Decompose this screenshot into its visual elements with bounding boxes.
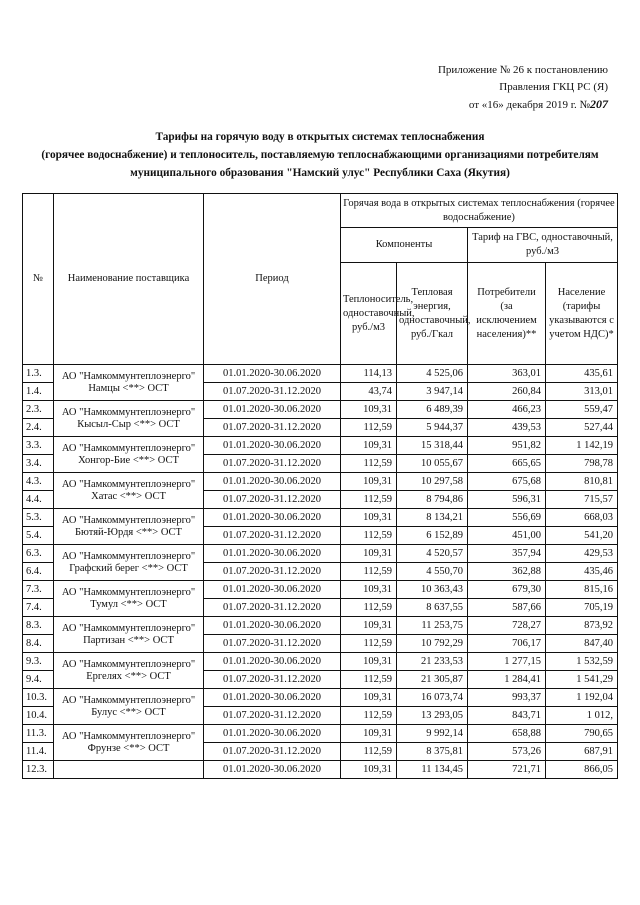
consumers-cell: 843,71 <box>468 707 546 725</box>
table-row <box>23 653 618 671</box>
coolant-cell: 112,59 <box>341 635 397 653</box>
period-cell: 01.01.2020-30.06.2020 <box>204 617 341 635</box>
heat-energy-cell: 6 489,39 <box>397 401 468 419</box>
consumers-cell: 665,65 <box>468 455 546 473</box>
header-num: № <box>23 194 54 365</box>
heat-energy-cell: 21 233,53 <box>397 653 468 671</box>
header-line-1: Приложение № 26 к постановлению <box>437 64 608 76</box>
population-cell: 873,92 <box>546 617 618 635</box>
population-cell: 790,65 <box>546 725 618 743</box>
population-cell: 435,46 <box>546 563 618 581</box>
header-date: от «16» декабря 2019 г. № <box>468 99 590 111</box>
period-cell: 01.01.2020-30.06.2020 <box>204 725 341 743</box>
table-row <box>23 545 618 563</box>
consumers-cell: 260,84 <box>468 383 546 401</box>
period-cell: 01.01.2020-30.06.2020 <box>204 581 341 599</box>
population-cell: 866,05 <box>546 761 618 779</box>
table-row <box>23 617 618 635</box>
heat-energy-cell: 21 305,87 <box>397 671 468 689</box>
header-tariff: Тариф на ГВС, одноставочный, руб./м3 <box>468 228 618 263</box>
population-cell: 541,20 <box>546 527 618 545</box>
consumers-cell: 451,00 <box>468 527 546 545</box>
heat-energy-cell: 10 363,43 <box>397 581 468 599</box>
coolant-cell: 114,13 <box>341 365 397 383</box>
row-number: 6.4. <box>23 563 54 581</box>
consumers-cell: 596,31 <box>468 491 546 509</box>
heat-energy-cell: 13 293,05 <box>397 707 468 725</box>
period-cell: 01.07.2020-31.12.2020 <box>204 707 341 725</box>
supplier-name: АО "Намкоммунтеплоэнерго" Кысыл-Сыр <**> ОСТ <box>54 401 204 437</box>
header-supplier: Наименование поставщика <box>54 194 204 365</box>
period-cell: 01.01.2020-30.06.2020 <box>204 473 341 491</box>
title-line-2: (горячее водоснабжение) и теплоноситель, поставляемую теплоснабжающими организациями потребителям <box>41 149 599 161</box>
table-body <box>23 365 618 779</box>
consumers-cell: 721,71 <box>468 761 546 779</box>
period-cell: 01.01.2020-30.06.2020 <box>204 509 341 527</box>
period-cell: 01.01.2020-30.06.2020 <box>204 545 341 563</box>
period-cell: 01.01.2020-30.06.2020 <box>204 437 341 455</box>
row-number: 4.3. <box>23 473 54 491</box>
header-period: Период <box>204 194 341 365</box>
consumers-cell: 362,88 <box>468 563 546 581</box>
population-cell: 429,53 <box>546 545 618 563</box>
consumers-cell: 363,01 <box>468 365 546 383</box>
supplier-name: АО "Намкоммунтеплоэнерго" Хонгор-Бие <**> ОСТ <box>54 437 204 473</box>
consumers-cell: 439,53 <box>468 419 546 437</box>
coolant-cell: 109,31 <box>341 545 397 563</box>
title-line-3: муниципального образования "Намский улус" Республики Саха (Якутия) <box>130 167 510 179</box>
row-number: 10.3. <box>23 689 54 707</box>
row-number: 9.3. <box>23 653 54 671</box>
period-cell: 01.07.2020-31.12.2020 <box>204 491 341 509</box>
heat-energy-cell: 8 375,81 <box>397 743 468 761</box>
supplier-name: АО "Намкоммунтеплоэнерго" Партизан <**> ОСТ <box>54 617 204 653</box>
handwritten-number: 207 <box>590 97 608 111</box>
document-title <box>20 128 620 182</box>
period-cell: 01.07.2020-31.12.2020 <box>204 383 341 401</box>
supplier-name: АО "Намкоммунтеплоэнерго" Ергелях <**> ОСТ <box>54 653 204 689</box>
supplier-name: АО "Намкоммунтеплоэнерго" Намцы <**> ОСТ <box>54 365 204 401</box>
period-cell: 01.07.2020-31.12.2020 <box>204 527 341 545</box>
tariff-table <box>22 193 618 779</box>
coolant-cell: 112,59 <box>341 671 397 689</box>
period-cell: 01.07.2020-31.12.2020 <box>204 743 341 761</box>
consumers-cell: 1 277,15 <box>468 653 546 671</box>
row-number: 12.3. <box>23 761 54 779</box>
consumers-cell: 951,82 <box>468 437 546 455</box>
coolant-cell: 43,74 <box>341 383 397 401</box>
period-cell: 01.01.2020-30.06.2020 <box>204 365 341 383</box>
header-coolant: Теплоноситель, одноставочный, руб./м3 <box>341 263 397 365</box>
consumers-cell: 993,37 <box>468 689 546 707</box>
supplier-name: АО "Намкоммунтеплоэнерго" Графский берег <**> ОСТ <box>54 545 204 581</box>
population-cell: 705,19 <box>546 599 618 617</box>
row-number: 11.3. <box>23 725 54 743</box>
coolant-cell: 112,59 <box>341 455 397 473</box>
coolant-cell: 109,31 <box>341 437 397 455</box>
period-cell: 01.07.2020-31.12.2020 <box>204 671 341 689</box>
consumers-cell: 658,88 <box>468 725 546 743</box>
row-number: 7.3. <box>23 581 54 599</box>
row-number: 4.4. <box>23 491 54 509</box>
period-cell: 01.01.2020-30.06.2020 <box>204 761 341 779</box>
supplier-name <box>54 761 204 779</box>
header-line-3 <box>438 96 608 114</box>
header-hot-water-group: Горячая вода в открытых системах теплоснабжения (горячее водоснабжение) <box>341 194 618 228</box>
period-cell: 01.01.2020-30.06.2020 <box>204 689 341 707</box>
consumers-cell: 357,94 <box>468 545 546 563</box>
period-cell: 01.07.2020-31.12.2020 <box>204 635 341 653</box>
period-cell: 01.01.2020-30.06.2020 <box>204 653 341 671</box>
population-cell: 527,44 <box>546 419 618 437</box>
period-cell: 01.07.2020-31.12.2020 <box>204 563 341 581</box>
coolant-cell: 112,59 <box>341 563 397 581</box>
heat-energy-cell: 16 073,74 <box>397 689 468 707</box>
coolant-cell: 112,59 <box>341 419 397 437</box>
header-components: Компоненты <box>341 228 468 263</box>
coolant-cell: 109,31 <box>341 617 397 635</box>
consumers-cell: 675,68 <box>468 473 546 491</box>
header-line-2: Правления ГКЦ РС (Я) <box>499 81 608 93</box>
consumers-cell: 1 284,41 <box>468 671 546 689</box>
header-heat-energy: Тепловая энергия, одноставочный, руб./Гкал <box>397 263 468 365</box>
population-cell: 1 142,19 <box>546 437 618 455</box>
title-line-1: Тарифы на горячую воду в открытых системах теплоснабжения <box>155 131 485 143</box>
population-cell: 798,78 <box>546 455 618 473</box>
heat-energy-cell: 4 550,70 <box>397 563 468 581</box>
table-row <box>23 581 618 599</box>
document-header <box>438 62 608 114</box>
population-cell: 815,16 <box>546 581 618 599</box>
coolant-cell: 109,31 <box>341 725 397 743</box>
coolant-cell: 109,31 <box>341 509 397 527</box>
row-number: 9.4. <box>23 671 54 689</box>
row-number: 1.4. <box>23 383 54 401</box>
coolant-cell: 112,59 <box>341 491 397 509</box>
consumers-cell: 706,17 <box>468 635 546 653</box>
row-number: 2.4. <box>23 419 54 437</box>
consumers-cell: 573,26 <box>468 743 546 761</box>
coolant-cell: 109,31 <box>341 653 397 671</box>
supplier-name: АО "Намкоммунтеплоэнерго" Бютяй-Юрдя <**> ОСТ <box>54 509 204 545</box>
heat-energy-cell: 10 297,58 <box>397 473 468 491</box>
row-number: 6.3. <box>23 545 54 563</box>
period-cell: 01.07.2020-31.12.2020 <box>204 419 341 437</box>
coolant-cell: 109,31 <box>341 761 397 779</box>
row-number: 11.4. <box>23 743 54 761</box>
table-row <box>23 761 618 779</box>
population-cell: 715,57 <box>546 491 618 509</box>
heat-energy-cell: 10 055,67 <box>397 455 468 473</box>
consumers-cell: 679,30 <box>468 581 546 599</box>
heat-energy-cell: 9 992,14 <box>397 725 468 743</box>
table-row <box>23 401 618 419</box>
row-number: 5.3. <box>23 509 54 527</box>
population-cell: 687,91 <box>546 743 618 761</box>
population-cell: 559,47 <box>546 401 618 419</box>
population-cell: 810,81 <box>546 473 618 491</box>
heat-energy-cell: 3 947,14 <box>397 383 468 401</box>
coolant-cell: 109,31 <box>341 581 397 599</box>
table-row <box>23 365 618 383</box>
coolant-cell: 109,31 <box>341 473 397 491</box>
heat-energy-cell: 4 525,06 <box>397 365 468 383</box>
period-cell: 01.07.2020-31.12.2020 <box>204 599 341 617</box>
consumers-cell: 556,69 <box>468 509 546 527</box>
coolant-cell: 112,59 <box>341 707 397 725</box>
coolant-cell: 112,59 <box>341 743 397 761</box>
heat-energy-cell: 6 152,89 <box>397 527 468 545</box>
table-row <box>23 725 618 743</box>
population-cell: 1 541,29 <box>546 671 618 689</box>
heat-energy-cell: 15 318,44 <box>397 437 468 455</box>
heat-energy-cell: 5 944,37 <box>397 419 468 437</box>
header-consumers: Потребители (за исключением населения)** <box>468 263 546 365</box>
heat-energy-cell: 8 794,86 <box>397 491 468 509</box>
heat-energy-cell: 11 134,45 <box>397 761 468 779</box>
header-population: Население (тарифы указываются с учетом НДС)* <box>546 263 618 365</box>
row-number: 3.4. <box>23 455 54 473</box>
table-row <box>23 509 618 527</box>
row-number: 2.3. <box>23 401 54 419</box>
table-row <box>23 437 618 455</box>
supplier-name: АО "Намкоммунтеплоэнерго" Фрунзе <**> ОСТ <box>54 725 204 761</box>
consumers-cell: 466,23 <box>468 401 546 419</box>
row-number: 10.4. <box>23 707 54 725</box>
row-number: 8.4. <box>23 635 54 653</box>
row-number: 7.4. <box>23 599 54 617</box>
heat-energy-cell: 10 792,29 <box>397 635 468 653</box>
period-cell: 01.01.2020-30.06.2020 <box>204 401 341 419</box>
population-cell: 847,40 <box>546 635 618 653</box>
supplier-name: АО "Намкоммунтеплоэнерго" Тумул <**> ОСТ <box>54 581 204 617</box>
row-number: 3.3. <box>23 437 54 455</box>
population-cell: 435,61 <box>546 365 618 383</box>
period-cell: 01.07.2020-31.12.2020 <box>204 455 341 473</box>
consumers-cell: 728,27 <box>468 617 546 635</box>
supplier-name: АО "Намкоммунтеплоэнерго" Хатас <**> ОСТ <box>54 473 204 509</box>
population-cell: 668,03 <box>546 509 618 527</box>
coolant-cell: 109,31 <box>341 689 397 707</box>
population-cell: 1 192,04 <box>546 689 618 707</box>
heat-energy-cell: 8 134,21 <box>397 509 468 527</box>
population-cell: 1 532,59 <box>546 653 618 671</box>
heat-energy-cell: 11 253,75 <box>397 617 468 635</box>
heat-energy-cell: 8 637,55 <box>397 599 468 617</box>
consumers-cell: 587,66 <box>468 599 546 617</box>
coolant-cell: 112,59 <box>341 599 397 617</box>
table-row <box>23 473 618 491</box>
population-cell: 313,01 <box>546 383 618 401</box>
supplier-name: АО "Намкоммунтеплоэнерго" Булус <**> ОСТ <box>54 689 204 725</box>
heat-energy-cell: 4 520,57 <box>397 545 468 563</box>
population-cell: 1 012, <box>546 707 618 725</box>
coolant-cell: 109,31 <box>341 401 397 419</box>
coolant-cell: 112,59 <box>341 527 397 545</box>
row-number: 1.3. <box>23 365 54 383</box>
row-number: 5.4. <box>23 527 54 545</box>
table-row <box>23 689 618 707</box>
row-number: 8.3. <box>23 617 54 635</box>
